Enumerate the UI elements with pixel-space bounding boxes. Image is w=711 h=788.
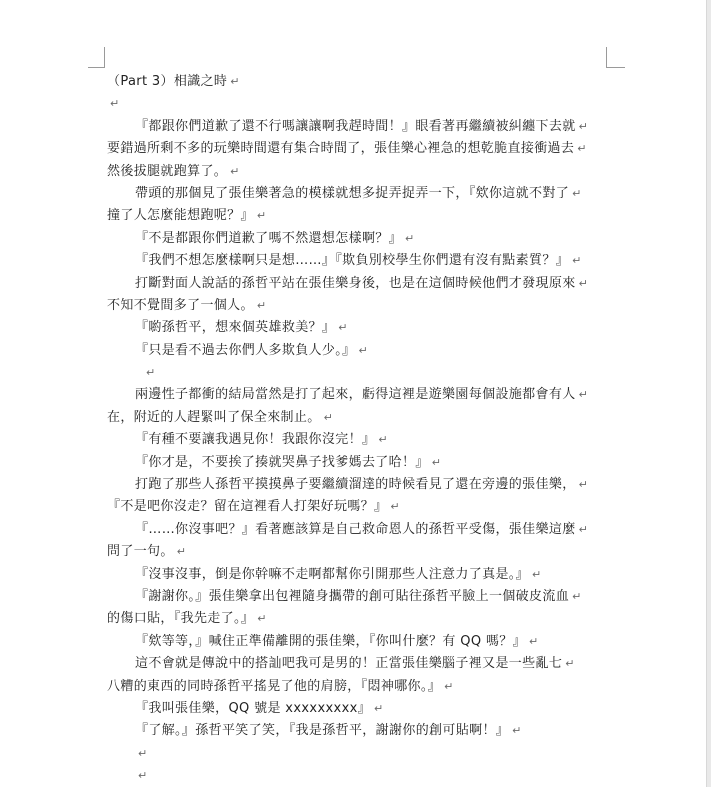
text-line	[107, 452, 607, 474]
text-line	[107, 564, 607, 586]
paragraph-mark-icon: ↵	[374, 701, 384, 715]
text-line	[107, 340, 607, 362]
margin-corner-top-left	[88, 47, 105, 68]
paragraph-mark-icon: ↵	[230, 75, 240, 88]
text-line	[107, 407, 607, 429]
text-line	[107, 116, 607, 138]
paragraph-mark-icon: ↵	[256, 298, 267, 312]
line-text: 『……你沒事吧？』看著應該算是自己救命恩人的孫哲平受傷，張佳樂這麼	[135, 521, 576, 537]
line-text: 撞了人怎麼能想跑呢？』	[107, 208, 254, 224]
line-text: 『只是看不過去你們人多欺負人少。』	[135, 342, 356, 358]
document-heading	[107, 71, 607, 93]
line-text: 八糟的東西的同時孫哲平搖晃了他的肩膀，『悶神哪你。』	[107, 678, 442, 694]
text-line	[107, 273, 607, 295]
paragraph-mark-icon: ↵	[358, 343, 369, 357]
paragraph-mark-icon: ↵	[256, 209, 267, 223]
paragraph-mark-icon: ↵	[257, 612, 267, 626]
line-text: （Part 3）相識之時	[107, 74, 228, 89]
paragraph-mark-icon: ↵	[572, 254, 582, 268]
line-text: 打斷對面人說話的孫哲平站在張佳樂身後，也是在這個時候他們才發現原來	[135, 275, 576, 291]
text-line	[107, 138, 607, 160]
line-text: 打跑了那些人孫哲平摸摸鼻子要繼續溜達的時候看見了還在旁邊的張佳樂，	[135, 477, 576, 493]
paragraph-mark-icon: ↵	[512, 724, 522, 738]
text-line	[107, 631, 607, 653]
text-line	[107, 317, 607, 339]
text-line	[107, 429, 607, 451]
text-line	[107, 93, 607, 115]
text-line	[107, 765, 607, 787]
line-text: 不知不覺間多了一個人。	[107, 297, 254, 313]
paragraph-mark-icon: ↵	[572, 589, 582, 603]
line-text: 帶頭的那個見了張佳樂著急的模樣就想多捉弄捉弄一下，『欸你這就不對了	[135, 185, 570, 201]
paragraph-mark-icon: ↵	[110, 97, 120, 111]
line-text: 的傷口貼，『我先走了。』	[107, 611, 255, 627]
line-text: 『喲孫哲平，想來個英雄救美？』	[135, 320, 336, 336]
line-text: 『欸等等，』喊住正準備離開的張佳樂，『你叫什麼？有 QQ 嗎？』	[135, 633, 526, 649]
line-text: 『沒事沒事，倒是你幹嘛不走啊都幫你引開那些人注意力了真是。』	[135, 566, 530, 582]
paragraph-mark-icon: ↵	[528, 634, 539, 648]
paragraph-mark-icon: ↵	[405, 231, 415, 245]
paragraph-mark-icon: ↵	[444, 679, 454, 693]
line-text: 要錯過所剩不多的玩樂時間還有集合時間了，張佳樂心裡急的想乾脆直接衝過去	[107, 141, 575, 157]
line-text: 『了解。』孫哲平笑了笑，『我是孫哲平，謝謝你的創可貼啊！』	[135, 723, 510, 739]
text-line	[107, 586, 607, 608]
line-text: 問了一句。	[107, 544, 174, 560]
text-line	[107, 676, 607, 698]
paragraph-mark-icon: ↵	[378, 433, 388, 447]
line-text: 『不是都跟你們道歉了嗎不然還想怎樣啊？』	[135, 230, 403, 246]
line-text: 這不會就是傳說中的搭訕吧我可是男的！正當張佳樂腦子裡又是一些亂七	[135, 656, 563, 672]
text-line	[107, 183, 607, 205]
paragraph-mark-icon: ↵	[338, 321, 348, 335]
text-line	[107, 228, 607, 250]
paragraph-mark-icon: ↵	[578, 478, 589, 492]
paragraph-mark-icon: ↵	[138, 746, 148, 760]
paragraph-mark-icon: ↵	[532, 567, 542, 581]
paragraph-mark-icon: ↵	[578, 522, 589, 536]
text-line	[107, 295, 607, 317]
paragraph-mark-icon: ↵	[230, 164, 240, 178]
text-line	[107, 250, 607, 272]
line-text: 在，附近的人趕緊叫了保全來制止。	[107, 409, 321, 425]
text-line	[107, 496, 607, 518]
line-text: 『不是吧你沒走？留在這裡看人打架好玩嗎？』	[107, 499, 388, 515]
text-line	[107, 205, 607, 227]
line-text: 然後拔腿就跑算了。	[107, 163, 228, 179]
text-line	[107, 608, 607, 630]
line-text: 『我們不想怎麼樣啊只是想……』『欺負別校學生你們還有沒有點素質？』	[135, 253, 570, 269]
text-line	[107, 743, 607, 765]
paragraph-mark-icon: ↵	[578, 276, 589, 290]
paragraph-mark-icon: ↵	[323, 410, 334, 424]
line-text: 『你才是，不要挨了揍就哭鼻子找爹媽去了哈！』	[135, 454, 429, 470]
paragraph-mark-icon: ↵	[176, 545, 187, 559]
paragraph-mark-icon: ↵	[578, 388, 589, 402]
paragraph-mark-icon: ↵	[138, 769, 148, 783]
document-body[interactable]	[107, 71, 607, 788]
line-text: 『都跟你們道歉了還不行嗎讓讓啊我趕時間！』眼看著再繼續被糾纏下去就	[135, 118, 576, 134]
text-line	[107, 519, 607, 541]
paragraph-mark-icon: ↵	[577, 142, 587, 156]
text-line	[107, 161, 607, 183]
text-line	[107, 384, 607, 406]
text-line	[107, 720, 607, 742]
line-text: 『有種不要讓我遇見你！我跟你沒完！』	[135, 432, 376, 448]
text-line	[107, 653, 607, 675]
line-text: 兩邊性子都衝的結局當然是打了起來，虧得這裡是遊樂園每個設施都會有人	[135, 387, 576, 403]
paragraph-mark-icon: ↵	[390, 500, 400, 514]
paragraph-mark-icon: ↵	[572, 186, 582, 200]
paragraph-mark-icon: ↵	[146, 366, 156, 380]
page-edge	[706, 0, 711, 787]
line-text: 『我叫張佳樂，QQ 號是 xxxxxxxxx』	[135, 700, 372, 716]
line-text: 『謝謝你。』張佳樂拿出包裡隨身攜帶的創可貼往孫哲平臉上一個破皮流血	[135, 588, 570, 604]
paragraph-mark-icon: ↵	[431, 455, 442, 469]
text-line	[107, 541, 607, 563]
margin-corner-top-right	[606, 47, 625, 68]
text-line	[107, 698, 607, 720]
paragraph-mark-icon: ↵	[565, 657, 575, 671]
paragraph-mark-icon: ↵	[578, 119, 589, 133]
text-line	[107, 474, 607, 496]
text-line	[107, 362, 607, 384]
